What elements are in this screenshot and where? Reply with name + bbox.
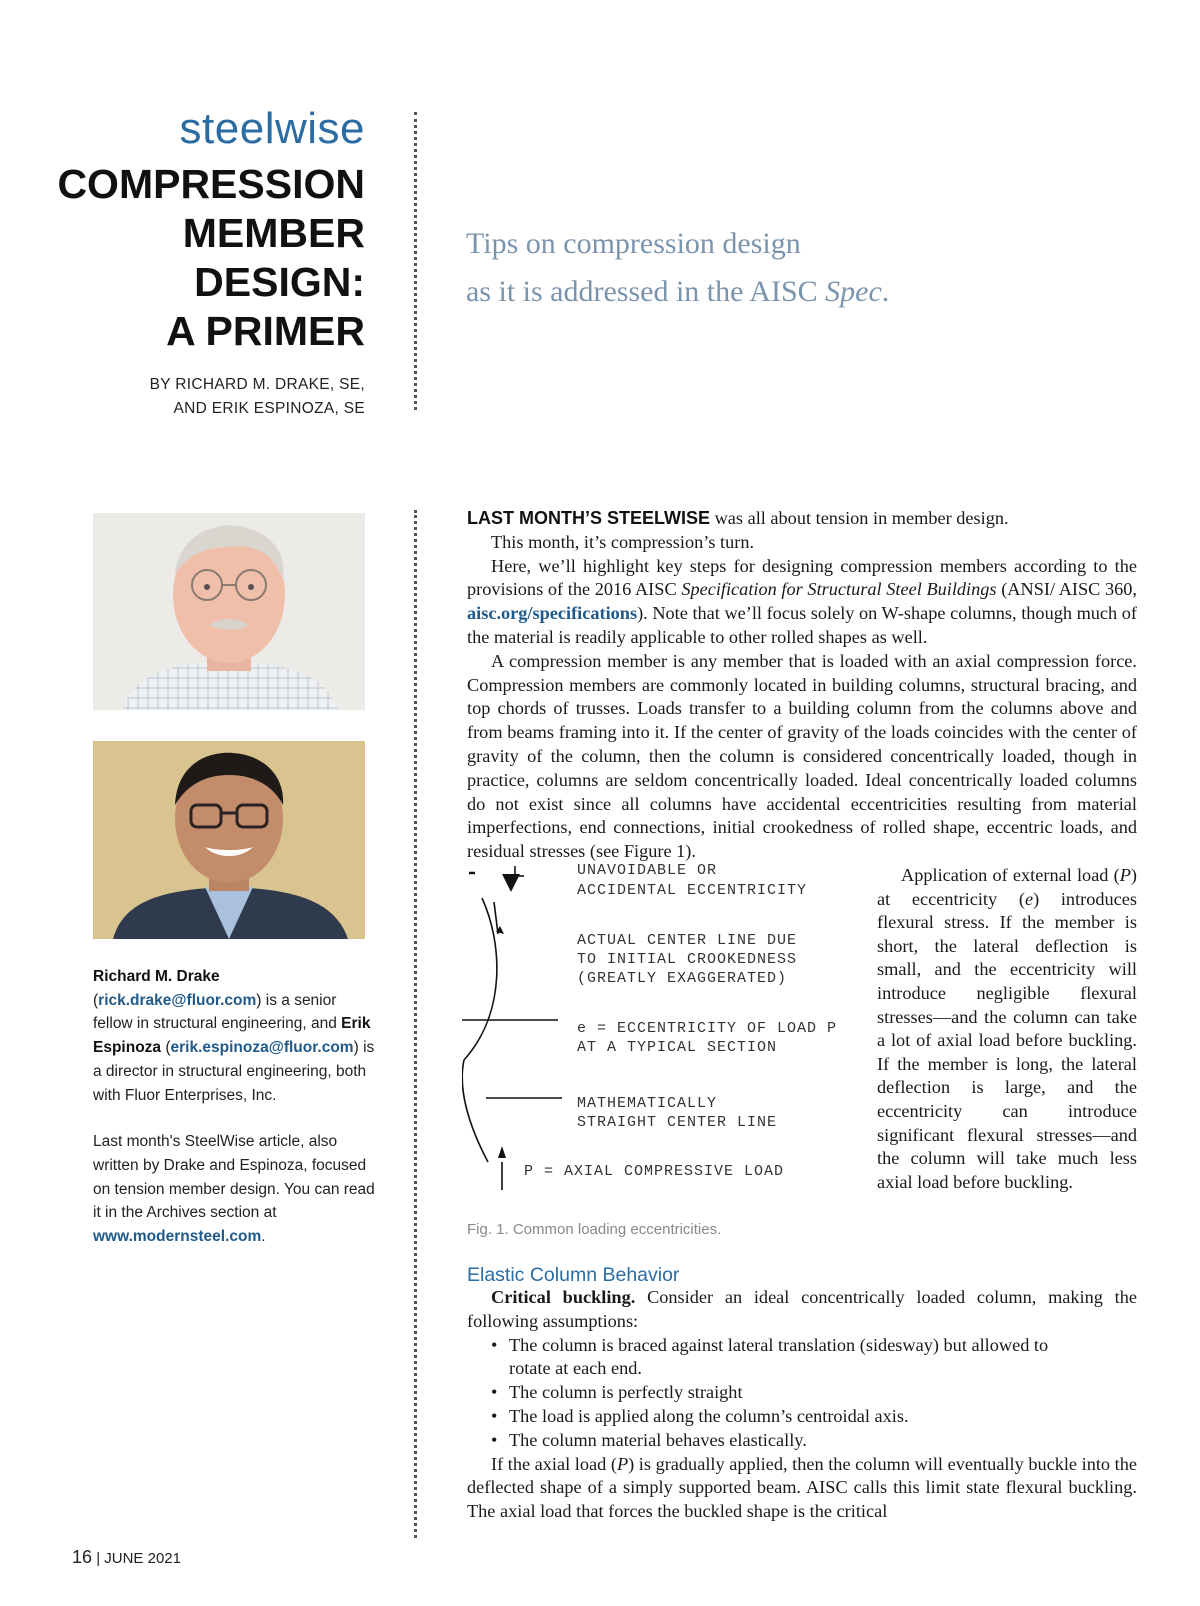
figure-label: P = AXIAL COMPRESSIVE LOAD <box>524 1163 785 1180</box>
title-line: MEMBER <box>182 210 365 256</box>
paragraph: If the axial load (P) is gradually applied, then the column will eventually buckle into the deflected shape of a simply supported beam. AISC calls this limit state flexural buckling. The axial load that forces the buckled shape is the critical <box>467 1453 1137 1522</box>
list-item: • The column is perfectly straight <box>491 1381 1089 1405</box>
section-heading: Elastic Column Behavior <box>467 1264 680 1286</box>
tagline-line: as it is addressed in the AISC Spec. <box>466 275 890 308</box>
figure-label: e = ECCENTRICITY OF LOAD P <box>577 1020 838 1037</box>
title-line: COMPRESSION <box>57 161 365 207</box>
byline-line: AND ERIK ESPINOZA, SE <box>173 400 365 417</box>
figure-label: TO INITIAL CROOKEDNESS <box>577 951 798 968</box>
author-photo-espinoza <box>93 741 365 939</box>
figure-label: STRAIGHT CENTER LINE <box>577 1114 778 1131</box>
list-item: • The column is braced against lateral translation (sidesway) but allowed to rotate at each end. <box>491 1334 1089 1382</box>
paragraph: Application of external load (P) at eccentricity (e) introduces flexural stress. If the member is short, the lateral deflection is small, and the eccentricity will introduce negligible flexural stresses—and the column can take a lot of axial load before buckling. If the member is long, the lateral deflection is large, and the eccentricity can introduce significant flexural stresses—and the column will take much less axial load before buckling. <box>877 865 1137 1192</box>
title-line: A PRIMER <box>166 308 365 354</box>
figure-label: UNAVOIDABLE OR <box>577 862 718 879</box>
page-footer: 16 | JUNE 2021 <box>72 1547 181 1567</box>
archive-note: Last month's SteelWise article, also written by Drake and Espinoza, focused on tension member design. You can read it in the Archives section at www.modernsteel.com. <box>93 1133 375 1246</box>
assumption-list <box>467 1334 1137 1453</box>
figure-label: ACTUAL CENTER LINE DUE <box>577 932 798 949</box>
author-photo-drake <box>93 513 365 710</box>
paragraph: A compression member is any member that is loaded with an axial compression force. Compression members are commonly located in building columns, structural bracing, and top chords of trusses. Loads transfer to a building column from the columns above and from beams framing into it. If the center of gravity of the loads coincides with the center of gravity of the column, then the column is considered concentrically loaded, though in practice, columns are seldom concentrically loaded. Ideal concentrically loaded columns do not exist since all columns have accidental eccentricities resulting from material imperfections, end connections, initial crookedness of rolled shape, eccentric loads, and residual stresses (see Figure 1). <box>467 650 1137 862</box>
paragraph: LAST MONTH’S STEELWISE was all about tension in member design. <box>467 508 1009 528</box>
figure-label: ACCIDENTAL ECCENTRICITY <box>577 882 808 899</box>
figure-1 <box>462 862 862 1202</box>
dotted-divider <box>414 112 417 410</box>
dotted-divider <box>414 510 417 1538</box>
paragraph: Critical buckling. Consider an ideal concentrically loaded column, making the following assumptions: <box>467 1287 1137 1331</box>
email-link-espinoza[interactable]: erik.espinoza@fluor.com <box>170 1039 354 1057</box>
issue-date: JUNE 2021 <box>104 1550 181 1567</box>
figure-label: MATHEMATICALLY <box>577 1095 718 1112</box>
list-item: • The column material behaves elastically. <box>491 1429 1089 1453</box>
spec-link[interactable]: aisc.org/specifications <box>467 603 638 624</box>
byline-line: BY RICHARD M. DRAKE, SE, <box>149 376 365 393</box>
paragraph: Here, we’ll highlight key steps for designing compression members according to the provisions of the 2016 AISC Specification for Structural Steel Buildings (ANSI/ AISC 360, aisc.org/specifications). Note that we’ll focus solely on W-shape columns, though much of the material is readily applicable to other rolled shapes as well. <box>467 555 1138 647</box>
author-bio <box>93 965 378 1272</box>
article-body-continued <box>467 1286 1137 1524</box>
title-line: DESIGN: <box>194 259 365 305</box>
side-column-text <box>877 864 1137 1194</box>
paragraph: This month, it’s compression’s turn. <box>491 531 755 552</box>
email-link-drake[interactable]: rick.drake@fluor.com <box>98 991 257 1009</box>
page-number: 16 <box>72 1547 93 1567</box>
article-title <box>57 160 365 356</box>
figure-label: (GREATLY EXAGGERATED) <box>577 970 788 987</box>
figure-caption: Fig. 1. Common loading eccentricities. <box>467 1221 722 1238</box>
tagline-line: Tips on compression design <box>466 227 801 260</box>
archive-link[interactable]: www.modernsteel.com <box>93 1228 262 1246</box>
byline <box>150 373 365 421</box>
bio-paragraph: Richard M. Drake (rick.drake@fluor.com) is a senior fellow in structural engineering, and Erik Espinoza (erik.espinoza@fluor.com) is a director in structural engineering, both with Fluor Enterprises, Inc. <box>93 968 375 1104</box>
tagline <box>466 220 889 316</box>
series-name: steelwise <box>179 104 365 153</box>
list-item: • The load is applied along the column’s centroidal axis. <box>491 1405 1089 1429</box>
figure-label: AT A TYPICAL SECTION <box>577 1039 778 1056</box>
article-body <box>467 507 1137 864</box>
